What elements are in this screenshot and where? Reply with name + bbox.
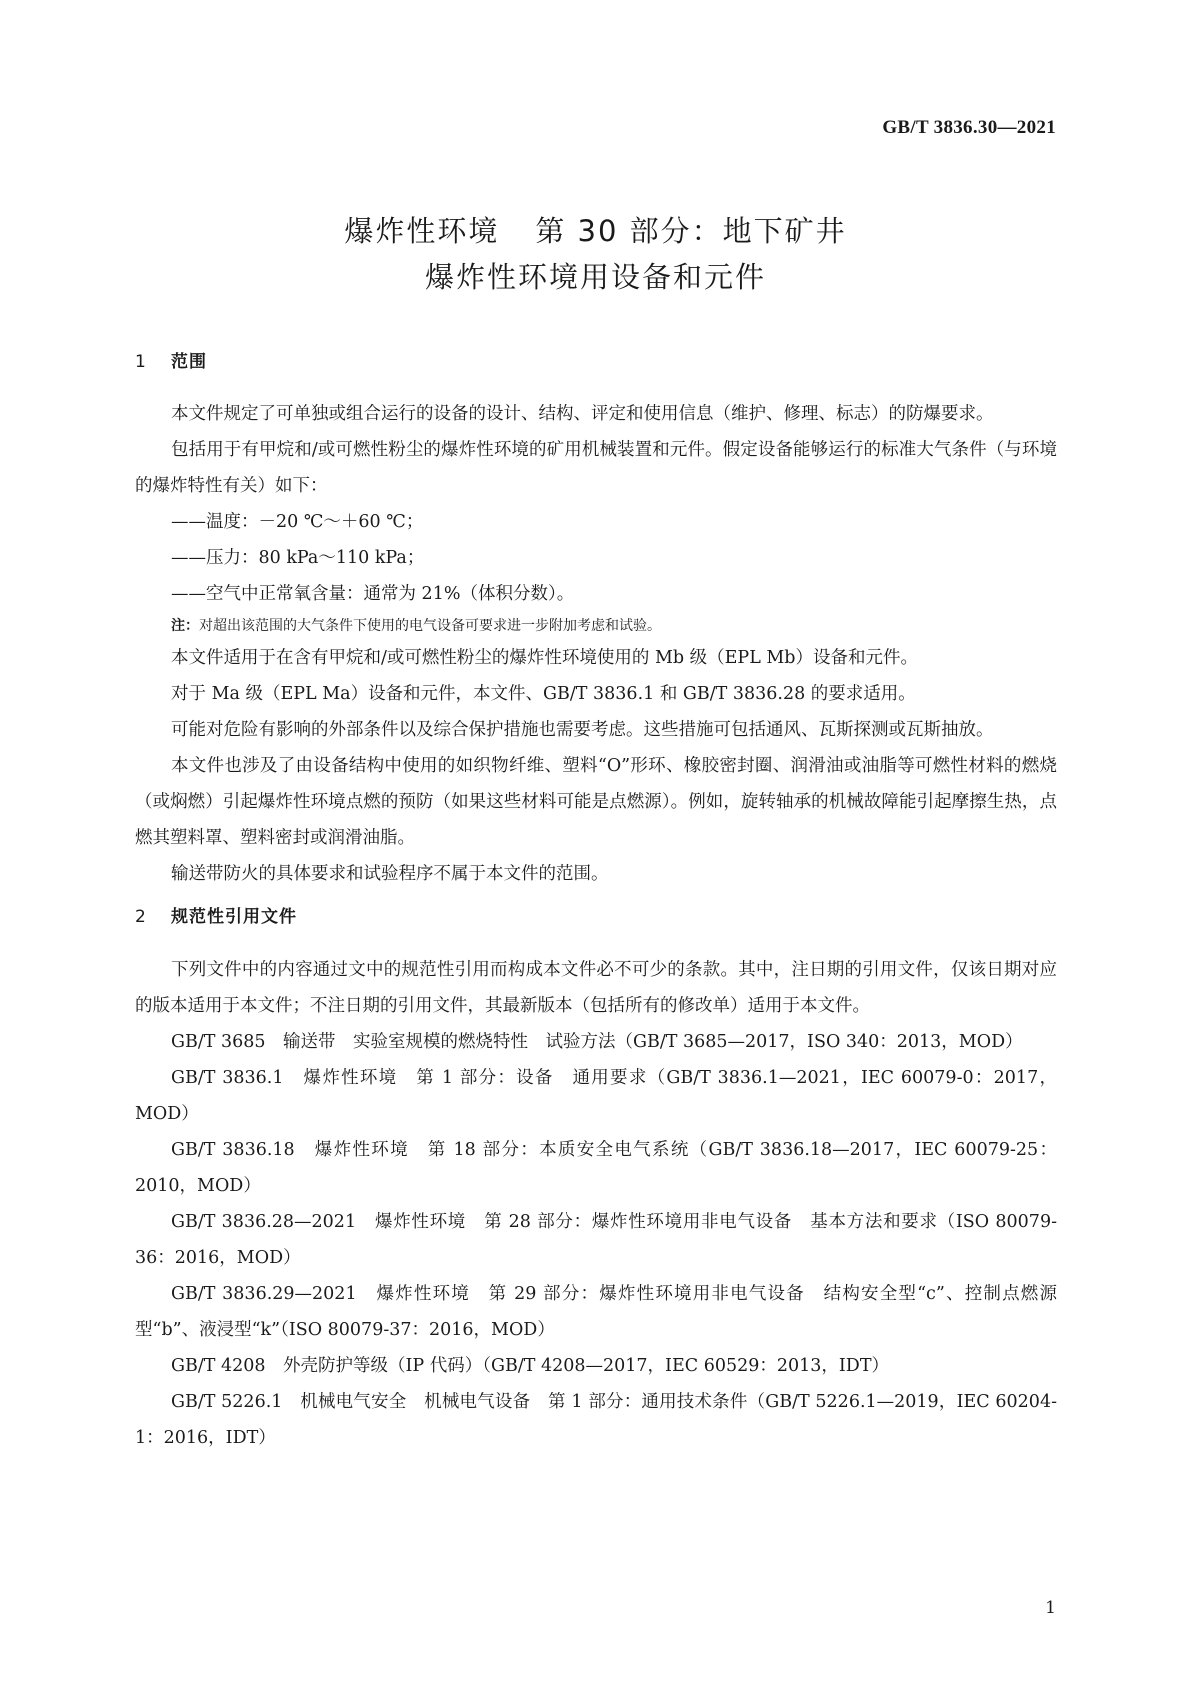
document-title bbox=[0, 208, 1191, 300]
title-part-b: 第 30 部分：地下矿井 bbox=[535, 214, 847, 248]
title-line-1 bbox=[0, 208, 1191, 254]
section-2-body bbox=[135, 952, 1057, 1456]
reference-item: GB/T 3836.28—2021 爆炸性环境 第 28 部分：爆炸性环境用非电气设备 基本方法和要求（ISO 80079-36：2016，MOD） bbox=[135, 1212, 1057, 1268]
paragraph: 可能对危险有影响的外部条件以及综合保护措施也需要考虑。这些措施可包括通风、瓦斯探测或瓦斯抽放。 bbox=[171, 720, 994, 740]
paragraph: 本文件规定了可单独或组合运行的设备的设计、结构、评定和使用信息（维护、修理、标志）的防爆要求。 bbox=[171, 404, 994, 424]
section-1-heading bbox=[135, 347, 207, 372]
list-item: ——温度：－20 ℃～＋60 ℃； bbox=[171, 512, 424, 532]
paragraph: 本文件适用于在含有甲烷和/或可燃性粉尘的爆炸性环境使用的 Mb 级（EPL Mb）设备和元件。 bbox=[171, 648, 918, 668]
reference-item: GB/T 5226.1 机械电气安全 机械电气设备 第 1 部分：通用技术条件（GB/T 5226.1—2019，IEC 60204-1：2016，IDT） bbox=[135, 1392, 1057, 1448]
list-item: ——空气中正常氧含量：通常为 21%（体积分数）。 bbox=[171, 584, 575, 604]
section-title: 规范性引用文件 bbox=[171, 907, 297, 927]
paragraph: 对于 Ma 级（EPL Ma）设备和元件，本文件、GB/T 3836.1 和 GB/T 3836.28 的要求适用。 bbox=[171, 684, 916, 704]
reference-item: GB/T 3836.18 爆炸性环境 第 18 部分：本质安全电气系统（GB/T 3836.18—2017，IEC 60079-25：2010，MOD） bbox=[135, 1140, 1057, 1196]
section-number: 1 bbox=[135, 352, 147, 372]
reference-item: GB/T 3836.29—2021 爆炸性环境 第 29 部分：爆炸性环境用非电气设备 结构安全型“c”、控制点燃源型“b”、液浸型“k”（ISO 80079-37：2016，MOD） bbox=[135, 1284, 1057, 1340]
title-line-2: 爆炸性环境用设备和元件 bbox=[424, 260, 766, 294]
standard-code: GB/T 3836.30—2021 bbox=[882, 117, 1056, 138]
reference-item: GB/T 3685 输送带 实验室规模的燃烧特性 试验方法（GB/T 3685—2017，ISO 340：2013，MOD） bbox=[171, 1032, 1023, 1052]
paragraph: 输送带防火的具体要求和试验程序不属于本文件的范围。 bbox=[171, 864, 609, 884]
paragraph: 包括用于有甲烷和/或可燃性粉尘的爆炸性环境的矿用机械装置和元件。假定设备能够运行的标准大气条件（与环境的爆炸特性有关）如下： bbox=[135, 440, 1057, 496]
section-number: 2 bbox=[135, 907, 147, 927]
reference-item: GB/T 4208 外壳防护等级（IP 代码）（GB/T 4208—2017，IEC 60529：2013，IDT） bbox=[171, 1356, 890, 1376]
note-text: 对超出该范围的大气条件下使用的电气设备可要求进一步附加考虑和试验。 bbox=[199, 618, 661, 634]
paragraph: 本文件也涉及了由设备结构中使用的如织物纤维、塑料“O”形环、橡胶密封圈、润滑油或油脂等可燃性材料的燃烧（或焖燃）引起爆炸性环境点燃的预防（如果这些材料可能是点燃源）。例如，旋转轴承的机械故障能引起摩擦生热，点燃其塑料罩、塑料密封或润滑油脂。 bbox=[135, 756, 1057, 848]
section-1-body bbox=[135, 396, 1057, 892]
reference-item: GB/T 3836.1 爆炸性环境 第 1 部分：设备 通用要求（GB/T 3836.1—2021，IEC 60079-0：2017，MOD） bbox=[135, 1068, 1057, 1124]
list-item: ——压力：80 kPa～110 kPa； bbox=[171, 548, 425, 568]
section-2-heading bbox=[135, 902, 297, 927]
paragraph: 下列文件中的内容通过文中的规范性引用而构成本文件必不可少的条款。其中，注日期的引用文件，仅该日期对应的版本适用于本文件；不注日期的引用文件，其最新版本（包括所有的修改单）适用于本文件。 bbox=[135, 960, 1057, 1016]
note bbox=[135, 612, 1057, 640]
title-part-a: 爆炸性环境 bbox=[344, 214, 500, 248]
page-number: 1 bbox=[1045, 1598, 1056, 1618]
note-label: 注： bbox=[171, 618, 199, 634]
section-title: 范围 bbox=[171, 352, 207, 372]
